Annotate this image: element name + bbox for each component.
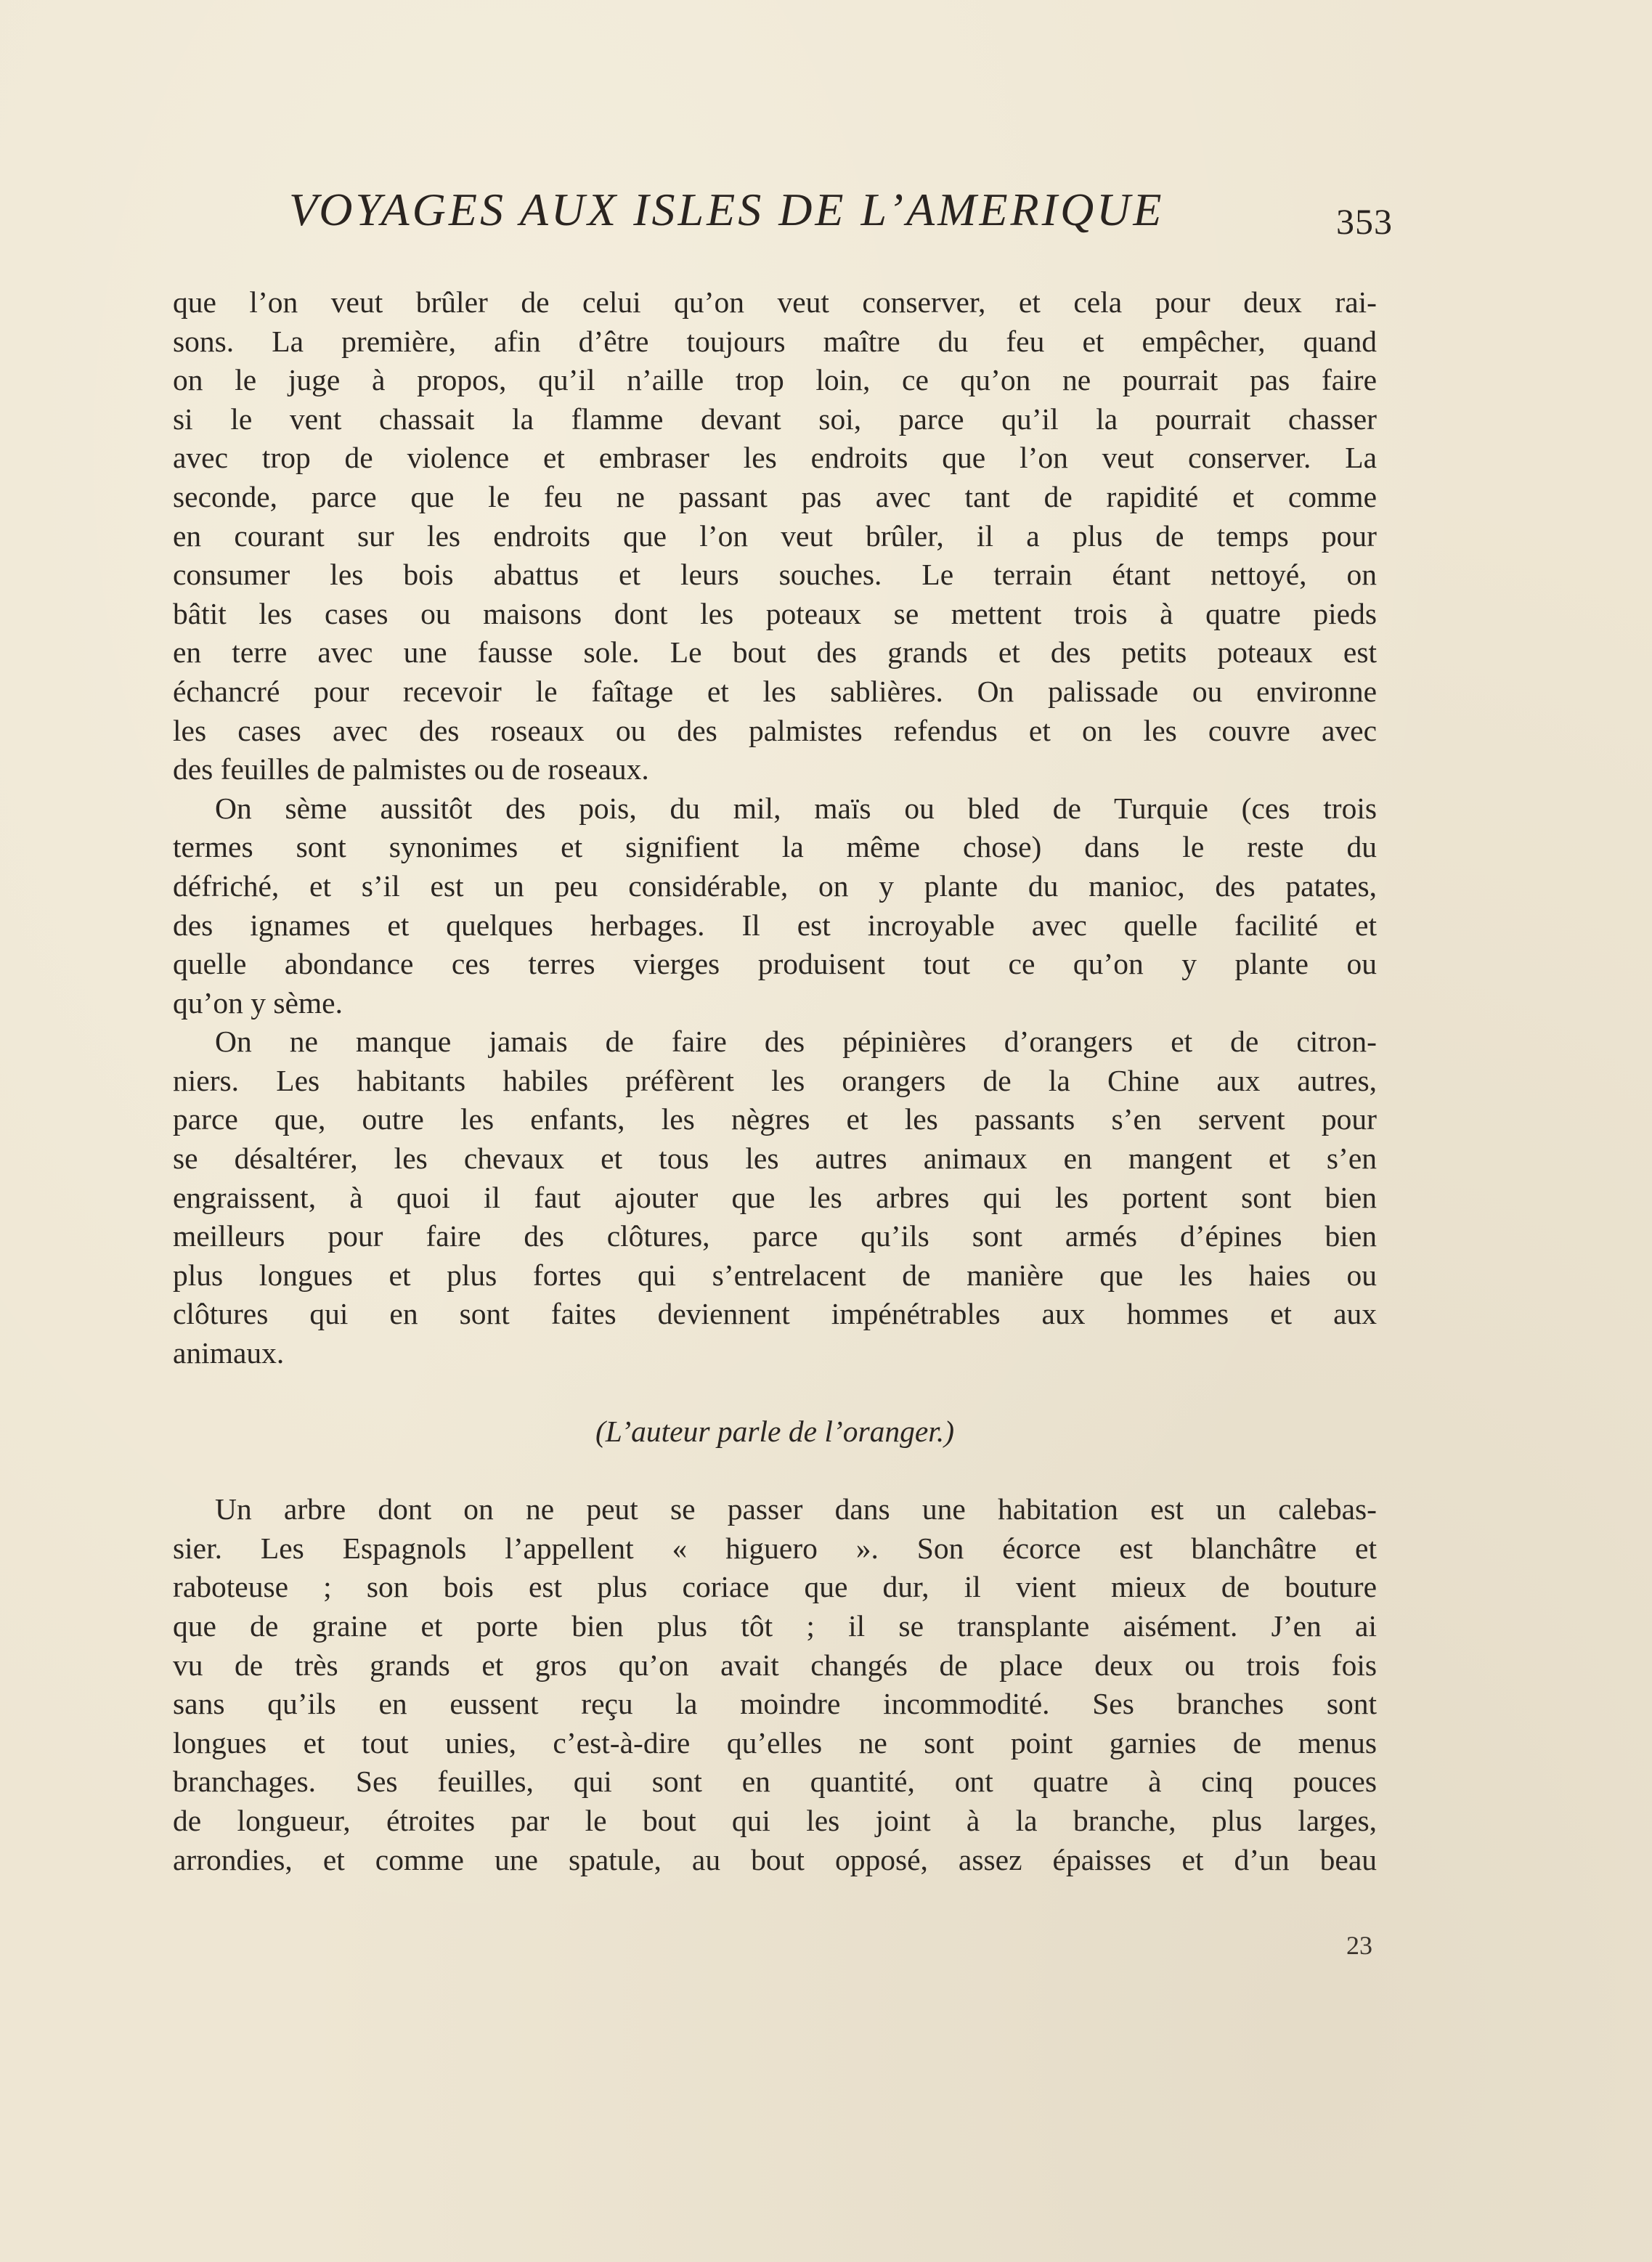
text-line: niers. Les habitants habiles préfèrent les orangers de la Chine aux autres, — [173, 1063, 1377, 1097]
paragraph-1 — [173, 283, 1377, 789]
signature-mark: 23 — [1346, 1931, 1372, 1960]
page-number: 353 — [1336, 201, 1393, 242]
text-line: des feuilles de palmistes ou de roseaux. — [173, 752, 649, 786]
text-line: engraissent, à quoi il faut ajouter que les arbres qui les portent sont bien — [173, 1180, 1377, 1214]
text-line: On ne manque jamais de faire des pépinières d’orangers et de citron- — [215, 1025, 1377, 1059]
text-line: de longueur, étroites par le bout qui les joint à la branche, plus larges, — [173, 1803, 1377, 1837]
text-line: plus longues et plus fortes qui s’entrelacent de manière que les haies ou — [173, 1258, 1377, 1292]
text-line: des ignames et quelques herbages. Il est incroyable avec quelle facilité et — [173, 908, 1377, 942]
text-line: avec trop de violence et embraser les endroits que l’on veut conserver. La — [173, 441, 1377, 475]
text-line: seconde, parce que le feu ne passant pas avec tant de rapidité et comme — [173, 479, 1377, 513]
paragraph-4 — [173, 1490, 1377, 1879]
text-line: raboteuse ; son bois est plus coriace que dur, il vient mieux de bouture — [173, 1570, 1377, 1604]
text-line: parce que, outre les enfants, les nègres et les passants s’en servent pour — [173, 1102, 1377, 1136]
text-line: les cases avec des roseaux ou des palmistes refendus et on les couvre avec — [173, 713, 1377, 747]
text-line: sier. Les Espagnols l’appellent « higuero ». Son écorce est blanchâtre et — [173, 1531, 1377, 1565]
text-line: meilleurs pour faire des clôtures, parce qu’ils sont armés d’épines bien — [173, 1219, 1377, 1253]
running-title: VOYAGES AUX ISLES DE L’AMERIQUE — [289, 184, 1165, 235]
text-line: en courant sur les endroits que l’on veut brûler, il a plus de temps pour — [173, 518, 1377, 553]
text-line: Un arbre dont on ne peut se passer dans une habitation est un calebas- — [215, 1492, 1377, 1526]
text-line: qu’on y sème. — [173, 985, 343, 1020]
text-line: sons. La première, afin d’être toujours maître du feu et empêcher, quand — [173, 324, 1377, 358]
text-line: en terre avec une fausse sole. Le bout des grands et des petits poteaux est — [173, 635, 1377, 670]
text-line: on le juge à propos, qu’il n’aille trop loin, ce qu’on ne pourrait pas faire — [173, 363, 1377, 397]
text-line: vu de très grands et gros qu’on avait changés de place deux ou trois fois — [173, 1648, 1377, 1682]
text-line: arrondies, et comme une spatule, au bout opposé, assez épaisses et d’un beau — [173, 1842, 1377, 1876]
text-line: animaux. — [173, 1336, 285, 1370]
body-text — [173, 283, 1377, 1879]
text-line: termes sont synonimes et signifient la même chose) dans le reste du — [173, 830, 1377, 864]
text-line: échancré pour recevoir le faîtage et les sablières. On palissade ou environne — [173, 674, 1377, 708]
text-line: clôtures qui en sont faites deviennent impénétrables aux hommes et aux — [173, 1297, 1377, 1331]
text-line: bâtit les cases ou maisons dont les poteaux se mettent trois à quatre pieds — [173, 596, 1377, 630]
text-line: longues et tout unies, c’est-à-dire qu’elles ne sont point garnies de menus — [173, 1725, 1377, 1759]
page-header — [289, 183, 1393, 248]
text-line: que l’on veut brûler de celui qu’on veut conserver, et cela pour deux rai- — [173, 285, 1377, 319]
paragraph-3 — [173, 1022, 1377, 1372]
text-line: quelle abondance ces terres vierges produisent tout ce qu’on y plante ou — [173, 947, 1377, 981]
paragraph-2 — [173, 789, 1377, 1023]
section-heading: (L’auteur parle de l’oranger.) — [595, 1414, 955, 1448]
text-line: défriché, et s’il est un peu considérable, on y plante du manioc, des patates, — [173, 868, 1377, 903]
text-line: si le vent chassait la flamme devant soi, parce qu’il la pourrait chasser — [173, 402, 1377, 436]
text-line: On sème aussitôt des pois, du mil, maïs ou bled de Turquie (ces trois — [215, 791, 1377, 825]
text-line: sans qu’ils en eussent reçu la moindre incommodité. Ses branches sont — [173, 1687, 1377, 1721]
text-line: consumer les bois abattus et leurs souches. Le terrain étant nettoyé, on — [173, 558, 1377, 592]
text-line: se désaltérer, les chevaux et tous les autres animaux en mangent et s’en — [173, 1142, 1377, 1176]
text-line: branchages. Ses feuilles, qui sont en quantité, ont quatre à cinq pouces — [173, 1765, 1377, 1799]
text-line: que de graine et porte bien plus tôt ; il se transplante aisément. J’en ai — [173, 1609, 1377, 1643]
